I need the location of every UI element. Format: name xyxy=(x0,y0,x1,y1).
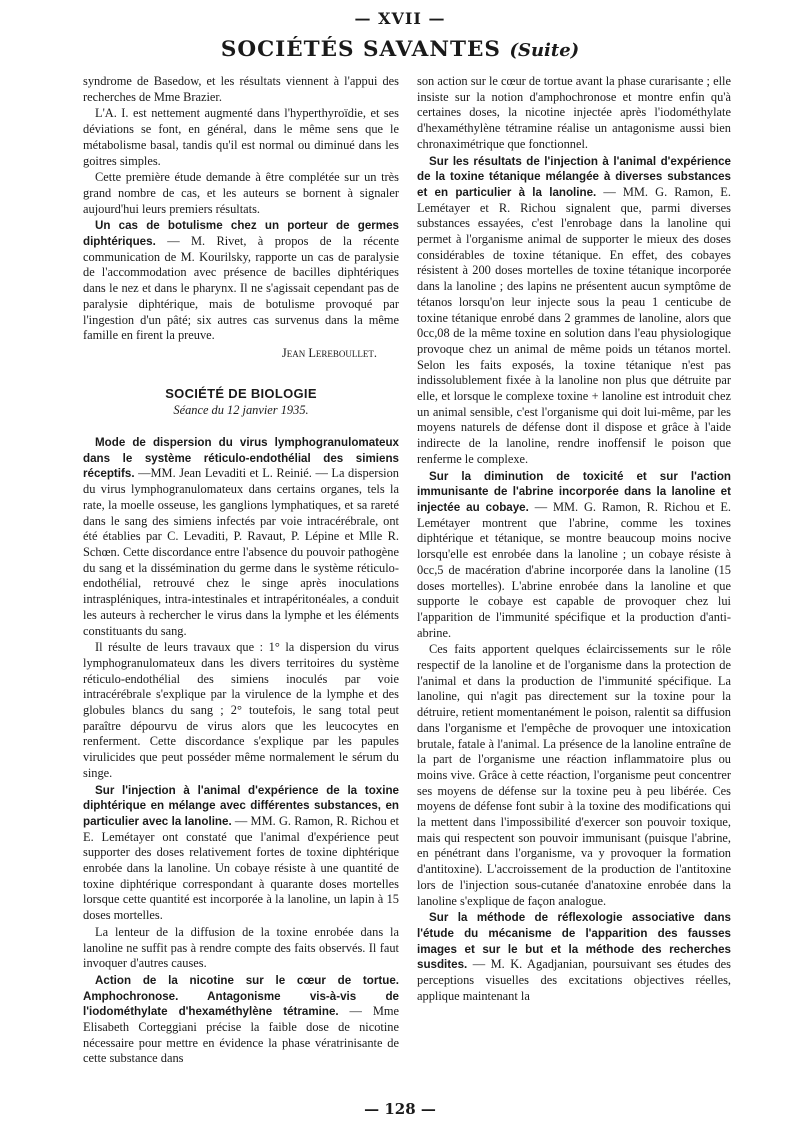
session-date: Séance du 12 janvier 1935. xyxy=(173,403,309,418)
article-injection xyxy=(83,783,399,924)
signature: Jean Lereboullet. xyxy=(281,345,377,360)
paragraph: Ces faits apportent quelques éclaircissements sur le rôle respectif de la lanoline et de l'organisme dans la protection de l'animal et dans la production de l'immunité spécifique. La lanoline, qui n'agit pas directement sur la toxine pour la détruire, retient momentanément le poison, ralentit sa diffusion dans l'organisme et l'empêche de provoquer une intoxication brutale, fatale à l'animal. La présence de la lanoline entraîne de la part de l'organisme une réaction inflammatoire plus ou moins vive. Grâce à cette réaction, l'organisme peut concentrer ses moyens de défense sur la toxine peu à peu libérée. Ces moyens de défense font subir à la toxine des modifications qui la mettent dans l'impossibilité d'exercer son pouvoir toxique, mais qui respectent son pouvoir immunisant (puisque l'abrine, en pénétrant dans l'organisme, va y provoquer la formation d'antitoxine). L'accroissement de la production de l'antitoxine lors de l'injection sous-cutanée d'anatoxine enrobée dans la lanoline s'explique de façon analogue. xyxy=(417,642,731,908)
article-reflexologie xyxy=(417,910,731,1004)
section-header xyxy=(0,37,800,62)
article-text: —MM. Jean Levaditi et L. Reinié. — La dispersion du virus lymphogranulomateux dans certains organes, tels la rate, la moelle osseuse, les ganglions lymphatiques, et sa rareté dans le sang des simiens infectés par voie intracérébrale, ont été établies par C. Levaditi, P. Ravaut, P. Lépine et Mlle R. Schœn. Cette discordance entre l'absence du pouvoir pathogène du sang et la dissémination du germe dans le système réticulo-endothélial, retrouvé chez le singe après inoculations intraspléniques, intra-intestinales et intrapéritonéales, a conduit les auteurs à rechercher le virus dans la lymphe et les éléments constituants du sang. xyxy=(83,466,399,638)
paragraph: syndrome de Basedow, et les résultats viennent à l'appui des recherches de Mme Brazier. xyxy=(83,74,399,104)
paragraph: La lenteur de la diffusion de la toxine enrobée dans la lanoline ne suffit pas à rendre compte des faits observés. Il faut invoquer d'autres causes. xyxy=(83,924,399,971)
article-title: Sur la méthode de réflexologie associative dans l'étude du mécanisme de l'apparition des fausses images et sur le but et la méthode des recherches susdites. xyxy=(417,911,731,972)
article-tetanique xyxy=(417,154,731,468)
society-heading: SOCIÉTÉ DE BIOLOGIE xyxy=(165,385,317,401)
roman-page-number: — XVII — xyxy=(354,9,446,28)
paragraph: Cette première étude demande à être complétée sur un très grand nombre de cas, et les auteurs se bornent à signaler aujourd'hui leurs premiers résultats. xyxy=(83,170,399,216)
paragraph: son action sur le cœur de tortue avant la phase curarisante ; elle insiste sur la notion d'amphochronose et montre enfin qu'à certaines doses, la nicotine injectée après l'iodométhylate d'hexaméthylène tétramine réalise un antagonisme aussi bien chronaximétrique que fonctionnel. xyxy=(417,74,731,151)
article-text: — Mme Elisabeth Corteggiani précise la faible dose de nicotine nécessaire pour mettre en évidence la phase vératrinisante de cette substance dans xyxy=(83,1004,399,1066)
article-title: Un cas de botulisme chez un porteur de germes diphtériques. xyxy=(83,219,399,249)
section-suite: (Suite) xyxy=(509,40,580,61)
article-text: — MM. G. Ramon, R. Richou et E. Lemétayer montrent que l'abrine, comme les toxines diphtérique et tétanique, se montre beaucoup moins nocive lorsqu'elle est enrobée dans la lanoline ; un cobaye résiste à 0cc,5 de macération d'abrine incorporée dans la lanoline (15 doses mortelles). L'abrine enrobée dans la lanoline et que supporte le cobaye est capable de provoquer chez lui l'apparition de l'immunité spécifique et la production d'anti-abrine. xyxy=(417,499,731,640)
paragraph: L'A. I. est nettement augmenté dans l'hyperthyroïdie, et ses déviations se font, en général, dans le même sens que le métabolisme basal, tandis qu'il est normal ou diminué dans les goitres simples. xyxy=(83,106,399,168)
article-botulisme xyxy=(83,218,399,344)
article-title: Mode de dispersion du virus lymphogranulomateux dans le système réticulo-endothélial des simiens réceptifs. xyxy=(83,436,399,481)
article-text: — MM. G. Ramon, R. Richou et E. Lemétayer ont constaté que l'animal d'expérience peut supporter des doses relativement fortes de toxine diphtérique enrobée dans la lanoline. Un cobaye résiste à une quantité de toxine diphtérique correspondant à quarante doses mortelles lorsque cette quantité est incorporée à la lanoline, un lapin à 15 doses mortelles. xyxy=(83,813,399,923)
section-title: SOCIÉTÉS SAVANTES xyxy=(220,37,501,62)
article-text: — M. K. Agadjanian, poursuivant ses études des perceptions visuelles des excitations objectives réelles, applique maintenant la xyxy=(417,957,731,1003)
right-column xyxy=(417,74,731,1005)
article-text: — M. Rivet, à propos de la récente communication de M. Kourilsky, rapporte un cas de paralysie de l'accommodation avec présence de bacilles diphtériques dans le nez et dans le pharynx. Il ne s'agissait cependant pas de paralysie diphtérique, mais de botulisme provoqué par l'ingestion d'un pâté; six autres cas survenus dans la même famille en firent la preuve. xyxy=(83,234,399,343)
article-dispersion xyxy=(83,435,399,639)
article-title: Sur la diminution de toxicité et sur l'action immunisante de l'abrine incorporée dans la lanoline et injectée au cobaye. xyxy=(417,469,731,514)
left-column xyxy=(83,74,399,1068)
article-abrine xyxy=(417,469,731,642)
article-title: Sur l'injection à l'animal d'expérience de la toxine diphtérique en mélange avec différentes substances, en particulier avec la lanoline. xyxy=(83,783,399,828)
page-number: — 128 — xyxy=(364,1100,436,1118)
article-title: Sur les résultats de l'injection à l'animal d'expérience de la toxine tétanique mélangée à diverses substances et en particulier à la lanoline. xyxy=(417,154,731,199)
article-nicotine xyxy=(83,973,399,1067)
article-text: — MM. G. Ramon, E. Lemétayer et R. Richou signalent que, parmi diverses substances essayées, c'est l'enrobage dans la lanoline qui permet à l'organisme animal de supporter le mieux des doses considérables de toxine tétanique. En effet, des cobayes résistent à 200 doses mortelles de toxine tétanique incorporée dans la lanoline ; des lapins ne présentent aucun symptôme de tétanos lorsqu'on leur injecte sous la peau 1 centicube de toxine tétanique enrobé dans 2 grammes de lanoline, alors que 0cc,08 de la même toxine en solution dans l'eau physiologique provoque chez un animal de même poids un tétanos mortel. Selon les faits exposés, la toxine tétanique n'est pas indissolublement fixée à la lanoline non plus que détruite par elle, et lorsque le complexe toxine + lanoline est introduit chez un animal sensible, c'est l'organisme qui doit lui-même, par les moyens naturels de défense dont il dispose et grâce à l'aide indirecte de la lanoline, rendre inoffensif le poison que renferme le complexe. xyxy=(417,184,731,466)
paragraph: Il résulte de leurs travaux que : 1° la dispersion du virus lymphogranulomateux dans les divers territoires du système réticulo-endothélial des simiens inoculés par voie intracérébrale s'explique par la virulence de la lymphe et des globules blancs du sang ; 2° toutefois, le sang total peut paraître dépourvu de virus alors que les leucocytes en renferment. Cette discordance s'explique par les papules virulicides que peut posséder même normalement le sérum du singe. xyxy=(83,640,399,780)
article-title: Action de la nicotine sur le cœur de tortue. Amphochronose. Antagonisme vis-à-vis de l'iodométhylate d'hexaméthylène tétramine. xyxy=(83,973,399,1019)
